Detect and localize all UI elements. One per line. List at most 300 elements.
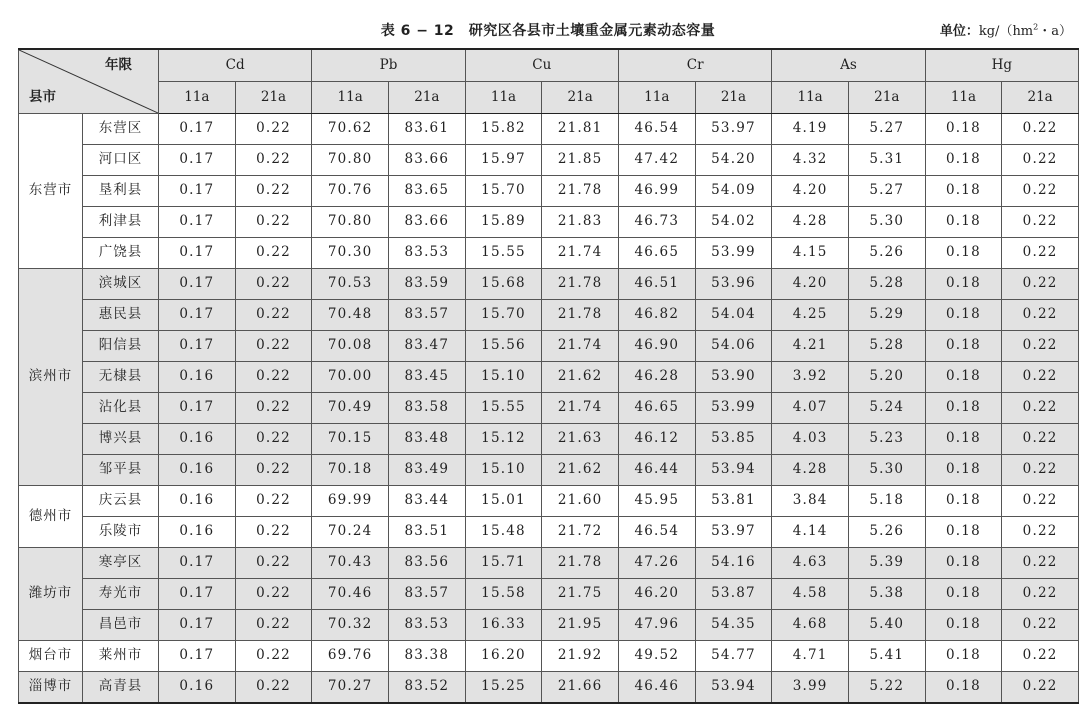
value-cell: 83.65 [388,176,465,207]
value-cell: 46.99 [618,176,695,207]
value-cell: 15.71 [465,548,542,579]
value-cell: 15.55 [465,393,542,424]
value-cell: 53.97 [695,517,772,548]
value-cell: 4.63 [772,548,849,579]
value-cell: 5.31 [848,145,925,176]
value-cell: 15.55 [465,238,542,269]
value-cell: 15.12 [465,424,542,455]
value-cell: 4.25 [772,300,849,331]
table-row [19,362,1079,393]
value-cell: 0.22 [1002,424,1079,455]
header-row-elements [19,49,1079,82]
unit-note [940,20,1072,39]
county-cell: 博兴县 [83,424,159,455]
value-cell: 83.57 [388,300,465,331]
value-cell: 0.22 [1002,207,1079,238]
value-cell: 46.73 [618,207,695,238]
county-cell: 昌邑市 [83,610,159,641]
value-cell: 4.20 [772,269,849,300]
value-cell: 15.70 [465,300,542,331]
value-cell: 0.16 [159,424,236,455]
year-header: 11a [312,82,389,114]
value-cell: 0.22 [1002,238,1079,269]
value-cell: 0.22 [235,145,312,176]
city-cell: 潍坊市 [19,548,83,641]
value-cell: 0.17 [159,145,236,176]
value-cell: 54.06 [695,331,772,362]
value-cell: 0.17 [159,331,236,362]
county-cell: 滨城区 [83,269,159,300]
value-cell: 0.22 [235,331,312,362]
value-cell: 5.38 [848,579,925,610]
value-cell: 46.28 [618,362,695,393]
value-cell: 53.85 [695,424,772,455]
county-cell: 东营区 [83,114,159,145]
county-cell: 无棣县 [83,362,159,393]
value-cell: 54.16 [695,548,772,579]
value-cell: 5.27 [848,114,925,145]
value-cell: 5.26 [848,238,925,269]
value-cell: 4.32 [772,145,849,176]
value-cell: 0.22 [1002,486,1079,517]
city-cell: 滨州市 [19,269,83,486]
value-cell: 21.78 [542,269,619,300]
value-cell: 0.22 [1002,672,1079,704]
value-cell: 70.08 [312,331,389,362]
value-cell: 21.85 [542,145,619,176]
value-cell: 15.89 [465,207,542,238]
year-header: 11a [159,82,236,114]
value-cell: 46.82 [618,300,695,331]
value-cell: 83.59 [388,269,465,300]
value-cell: 4.15 [772,238,849,269]
value-cell: 3.84 [772,486,849,517]
value-cell: 5.28 [848,269,925,300]
value-cell: 46.54 [618,517,695,548]
table-row [19,145,1079,176]
county-cell: 广饶县 [83,238,159,269]
value-cell: 0.18 [925,548,1002,579]
value-cell: 0.16 [159,486,236,517]
diagonal-header-cell [19,49,159,114]
table-row [19,393,1079,424]
value-cell: 46.44 [618,455,695,486]
county-cell: 惠民县 [83,300,159,331]
county-cell: 寿光市 [83,579,159,610]
value-cell: 0.22 [235,393,312,424]
county-cell: 庆云县 [83,486,159,517]
value-cell: 0.17 [159,579,236,610]
value-cell: 21.62 [542,362,619,393]
value-cell: 0.22 [235,486,312,517]
value-cell: 5.23 [848,424,925,455]
value-cell: 70.76 [312,176,389,207]
value-cell: 0.22 [1002,579,1079,610]
element-header-as: As [772,49,925,82]
value-cell: 0.16 [159,672,236,704]
value-cell: 0.18 [925,176,1002,207]
value-cell: 83.47 [388,331,465,362]
value-cell: 53.96 [695,269,772,300]
county-cell: 高青县 [83,672,159,704]
county-cell: 寒亭区 [83,548,159,579]
value-cell: 5.20 [848,362,925,393]
value-cell: 0.22 [1002,455,1079,486]
value-cell: 70.27 [312,672,389,704]
element-header-cr: Cr [618,49,771,82]
value-cell: 53.87 [695,579,772,610]
table-row [19,269,1079,300]
value-cell: 0.18 [925,269,1002,300]
value-cell: 46.20 [618,579,695,610]
county-cell: 阳信县 [83,331,159,362]
value-cell: 46.65 [618,238,695,269]
value-cell: 21.81 [542,114,619,145]
unit-value-main: kg/（hm [978,24,1034,39]
value-cell: 0.18 [925,362,1002,393]
value-cell: 5.22 [848,672,925,704]
value-cell: 0.18 [925,672,1002,704]
value-cell: 21.60 [542,486,619,517]
value-cell: 5.41 [848,641,925,672]
value-cell: 69.76 [312,641,389,672]
unit-value-tail: ・a） [1038,24,1072,39]
county-cell: 垦利县 [83,176,159,207]
value-cell: 0.18 [925,424,1002,455]
value-cell: 4.20 [772,176,849,207]
value-cell: 5.24 [848,393,925,424]
value-cell: 83.38 [388,641,465,672]
year-header: 21a [1002,82,1079,114]
value-cell: 47.96 [618,610,695,641]
value-cell: 70.15 [312,424,389,455]
value-cell: 5.27 [848,176,925,207]
value-cell: 16.33 [465,610,542,641]
value-cell: 53.94 [695,455,772,486]
value-cell: 0.18 [925,486,1002,517]
value-cell: 4.03 [772,424,849,455]
value-cell: 0.22 [235,238,312,269]
value-cell: 83.44 [388,486,465,517]
value-cell: 0.22 [235,362,312,393]
value-cell: 83.52 [388,672,465,704]
value-cell: 0.17 [159,114,236,145]
value-cell: 53.99 [695,238,772,269]
unit-value-sup: 2 [1033,22,1039,32]
value-cell: 5.29 [848,300,925,331]
value-cell: 21.78 [542,176,619,207]
value-cell: 0.22 [1002,362,1079,393]
value-cell: 70.80 [312,145,389,176]
value-cell: 83.53 [388,610,465,641]
value-cell: 5.40 [848,610,925,641]
value-cell: 54.35 [695,610,772,641]
value-cell: 83.48 [388,424,465,455]
table-row [19,579,1079,610]
value-cell: 0.16 [159,517,236,548]
county-cell: 乐陵市 [83,517,159,548]
value-cell: 21.66 [542,672,619,704]
value-cell: 16.20 [465,641,542,672]
value-cell: 0.17 [159,238,236,269]
value-cell: 0.16 [159,455,236,486]
value-cell: 5.30 [848,455,925,486]
value-cell: 4.68 [772,610,849,641]
table-body [19,114,1079,704]
value-cell: 70.18 [312,455,389,486]
city-cell: 淄博市 [19,672,83,704]
city-cell: 烟台市 [19,641,83,672]
value-cell: 0.22 [235,207,312,238]
city-cell: 德州市 [19,486,83,548]
table-row [19,672,1079,704]
value-cell: 21.78 [542,548,619,579]
header-row-years [19,82,1079,114]
value-cell: 15.70 [465,176,542,207]
table-row [19,300,1079,331]
table-row [19,455,1079,486]
value-cell: 70.30 [312,238,389,269]
value-cell: 47.42 [618,145,695,176]
value-cell: 3.92 [772,362,849,393]
value-cell: 46.54 [618,114,695,145]
value-cell: 0.18 [925,207,1002,238]
value-cell: 4.07 [772,393,849,424]
value-cell: 0.18 [925,610,1002,641]
value-cell: 0.17 [159,610,236,641]
table-row [19,610,1079,641]
value-cell: 69.99 [312,486,389,517]
value-cell: 83.66 [388,207,465,238]
value-cell: 0.17 [159,300,236,331]
value-cell: 70.43 [312,548,389,579]
value-cell: 3.99 [772,672,849,704]
value-cell: 0.22 [235,548,312,579]
value-cell: 0.18 [925,517,1002,548]
value-cell: 21.72 [542,517,619,548]
value-cell: 5.39 [848,548,925,579]
value-cell: 0.22 [1002,641,1079,672]
value-cell: 0.16 [159,362,236,393]
value-cell: 0.22 [235,641,312,672]
value-cell: 83.51 [388,517,465,548]
value-cell: 54.77 [695,641,772,672]
value-cell: 0.18 [925,238,1002,269]
table-row [19,486,1079,517]
value-cell: 15.97 [465,145,542,176]
table-header [19,49,1079,114]
value-cell: 0.22 [235,610,312,641]
value-cell: 0.18 [925,641,1002,672]
value-cell: 70.48 [312,300,389,331]
value-cell: 15.56 [465,331,542,362]
value-cell: 0.22 [235,114,312,145]
value-cell: 4.28 [772,455,849,486]
county-cell: 沾化县 [83,393,159,424]
value-cell: 83.53 [388,238,465,269]
value-cell: 21.78 [542,300,619,331]
value-cell: 21.63 [542,424,619,455]
value-cell: 21.62 [542,455,619,486]
value-cell: 70.32 [312,610,389,641]
value-cell: 70.49 [312,393,389,424]
value-cell: 5.18 [848,486,925,517]
value-cell: 70.46 [312,579,389,610]
value-cell: 46.90 [618,331,695,362]
value-cell: 15.48 [465,517,542,548]
value-cell: 54.04 [695,300,772,331]
value-cell: 0.22 [235,517,312,548]
value-cell: 54.09 [695,176,772,207]
value-cell: 53.90 [695,362,772,393]
year-header: 21a [235,82,312,114]
value-cell: 15.68 [465,269,542,300]
value-cell: 21.74 [542,393,619,424]
table-row [19,641,1079,672]
value-cell: 0.18 [925,393,1002,424]
value-cell: 0.22 [1002,176,1079,207]
value-cell: 5.26 [848,517,925,548]
value-cell: 21.95 [542,610,619,641]
value-cell: 46.12 [618,424,695,455]
value-cell: 0.22 [235,176,312,207]
year-header: 11a [772,82,849,114]
value-cell: 21.75 [542,579,619,610]
value-cell: 0.18 [925,579,1002,610]
value-cell: 83.61 [388,114,465,145]
element-header-cu: Cu [465,49,618,82]
value-cell: 47.26 [618,548,695,579]
value-cell: 54.20 [695,145,772,176]
value-cell: 53.97 [695,114,772,145]
diagonal-label-county: 县市 [29,88,56,105]
value-cell: 0.22 [235,424,312,455]
table-row [19,424,1079,455]
year-header: 11a [925,82,1002,114]
value-cell: 0.22 [1002,269,1079,300]
value-cell: 0.18 [925,331,1002,362]
value-cell: 4.19 [772,114,849,145]
county-cell: 利津县 [83,207,159,238]
value-cell: 0.22 [1002,145,1079,176]
value-cell: 83.66 [388,145,465,176]
year-header: 21a [848,82,925,114]
value-cell: 15.82 [465,114,542,145]
table-row [19,207,1079,238]
value-cell: 21.74 [542,238,619,269]
value-cell: 0.18 [925,455,1002,486]
year-header: 11a [618,82,695,114]
value-cell: 53.99 [695,393,772,424]
county-cell: 河口区 [83,145,159,176]
element-header-hg: Hg [925,49,1078,82]
value-cell: 15.01 [465,486,542,517]
value-cell: 15.10 [465,455,542,486]
value-cell: 70.24 [312,517,389,548]
year-header: 21a [695,82,772,114]
value-cell: 0.17 [159,548,236,579]
value-cell: 0.22 [1002,300,1079,331]
value-cell: 46.51 [618,269,695,300]
value-cell: 0.17 [159,176,236,207]
diagonal-label-years: 年限 [105,57,132,73]
value-cell: 53.94 [695,672,772,704]
county-cell: 莱州市 [83,641,159,672]
table-title: 表 6 − 12 研究区各县市土壤重金属元素动态容量 [380,23,716,39]
value-cell: 0.22 [235,455,312,486]
value-cell: 0.22 [235,300,312,331]
table-caption [18,12,1078,46]
value-cell: 4.71 [772,641,849,672]
value-cell: 0.17 [159,207,236,238]
value-cell: 15.25 [465,672,542,704]
value-cell: 0.18 [925,114,1002,145]
value-cell: 0.22 [1002,331,1079,362]
value-cell: 53.81 [695,486,772,517]
value-cell: 0.22 [1002,548,1079,579]
table-row [19,238,1079,269]
unit-prefix: 单位： [939,24,979,39]
value-cell: 5.28 [848,331,925,362]
value-cell: 21.92 [542,641,619,672]
value-cell: 4.58 [772,579,849,610]
year-header: 21a [542,82,619,114]
value-cell: 83.49 [388,455,465,486]
unit-value [979,24,1072,39]
table-row [19,548,1079,579]
value-cell: 4.28 [772,207,849,238]
value-cell: 0.22 [235,269,312,300]
value-cell: 21.83 [542,207,619,238]
value-cell: 0.22 [1002,114,1079,145]
table-row [19,114,1079,145]
value-cell: 5.30 [848,207,925,238]
value-cell: 0.22 [1002,517,1079,548]
value-cell: 21.74 [542,331,619,362]
value-cell: 0.18 [925,145,1002,176]
value-cell: 0.17 [159,269,236,300]
value-cell: 70.00 [312,362,389,393]
year-header: 21a [388,82,465,114]
value-cell: 4.14 [772,517,849,548]
value-cell: 70.53 [312,269,389,300]
year-header: 11a [465,82,542,114]
value-cell: 0.22 [235,579,312,610]
table-row [19,517,1079,548]
element-header-cd: Cd [159,49,312,82]
value-cell: 0.22 [1002,393,1079,424]
table-row [19,176,1079,207]
table-row [19,331,1079,362]
value-cell: 83.58 [388,393,465,424]
value-cell: 0.17 [159,641,236,672]
value-cell: 83.56 [388,548,465,579]
value-cell: 0.22 [1002,610,1079,641]
value-cell: 46.65 [618,393,695,424]
value-cell: 0.22 [235,672,312,704]
value-cell: 49.52 [618,641,695,672]
value-cell: 70.62 [312,114,389,145]
value-cell: 15.10 [465,362,542,393]
value-cell: 15.58 [465,579,542,610]
value-cell: 0.17 [159,393,236,424]
value-cell: 0.18 [925,300,1002,331]
city-cell: 东营市 [19,114,83,269]
element-header-pb: Pb [312,49,465,82]
value-cell: 70.80 [312,207,389,238]
capacity-table [18,48,1079,704]
value-cell: 83.45 [388,362,465,393]
